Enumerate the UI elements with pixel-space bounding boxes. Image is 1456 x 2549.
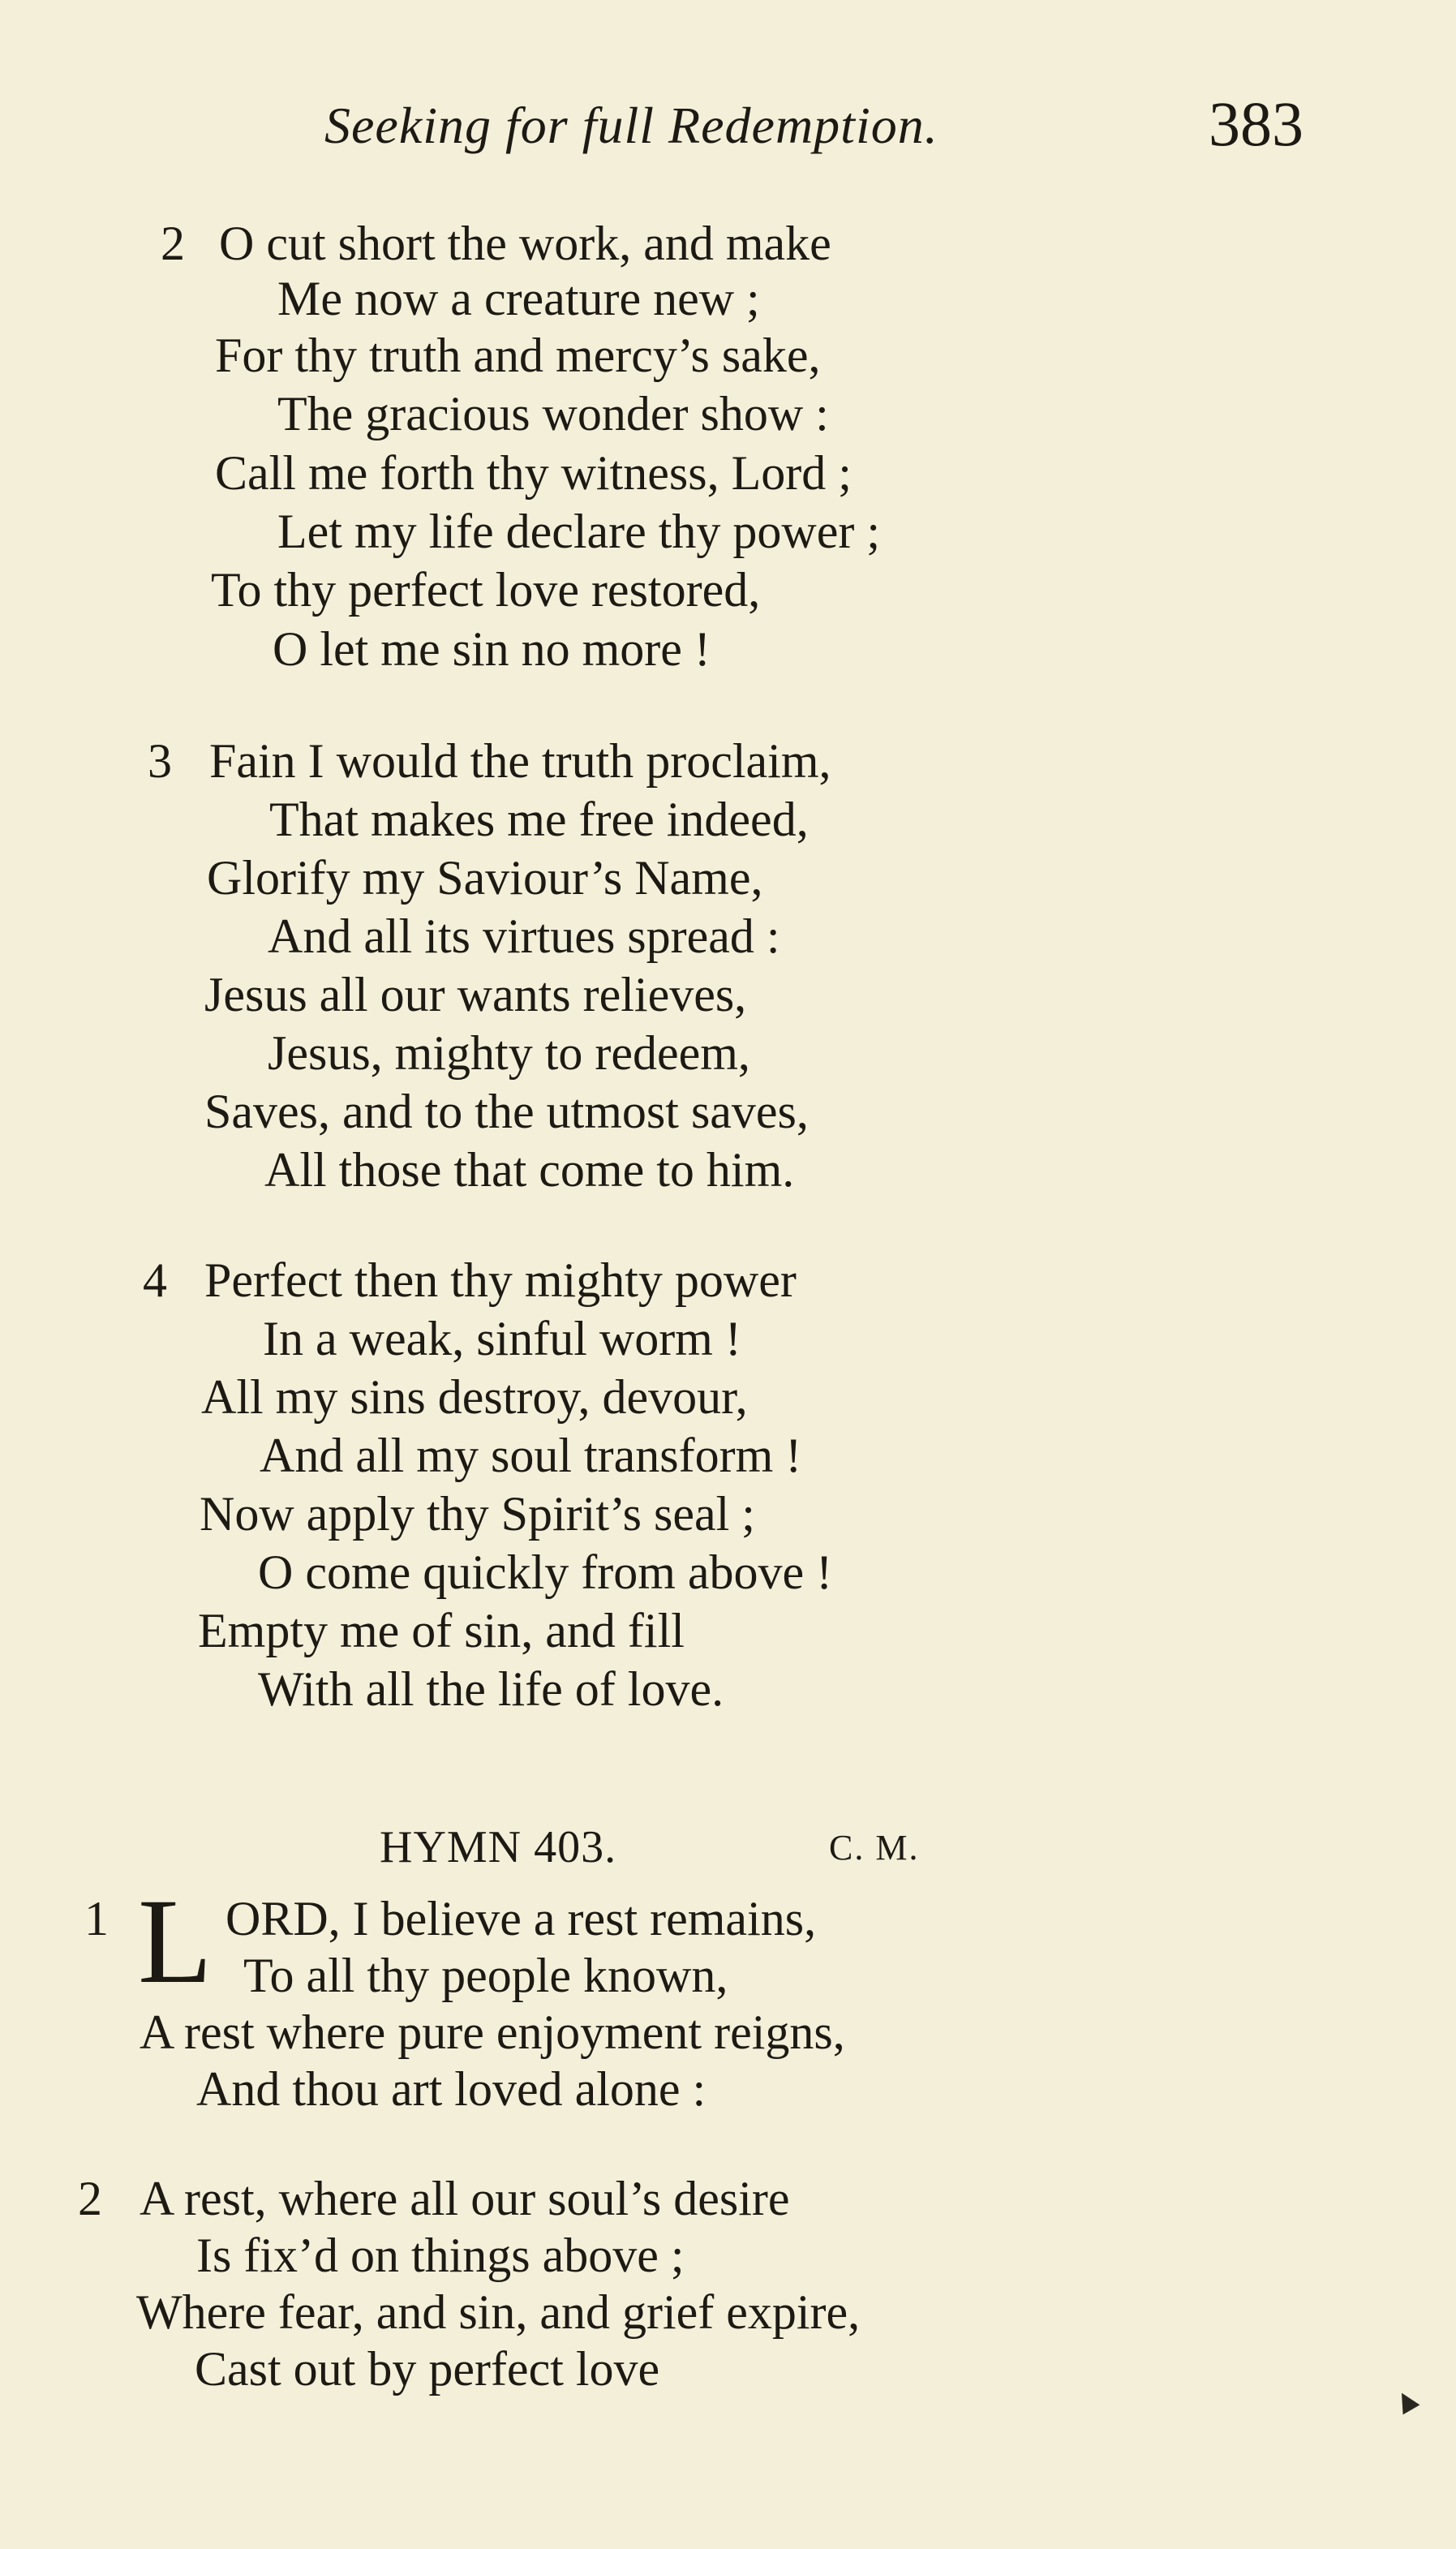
verse-line: Empty me of sin, and fill (198, 1604, 685, 1657)
verse-line: And thou art loved alone : (196, 2062, 707, 2116)
verse-line: Saves, and to the utmost saves, (204, 1085, 809, 1138)
verse-line: Me now a creature new ; (277, 272, 760, 325)
verse-line: Is fix’d on things above ; (196, 2229, 685, 2282)
stanza-number: 1 (84, 1892, 109, 1945)
drop-cap: L (138, 1874, 213, 2009)
verse-line: All those that come to him. (264, 1143, 795, 1197)
catchword-mark-icon (1394, 2388, 1420, 2415)
verse-line: To thy perfect love restored, (211, 563, 761, 617)
verse-line: The gracious wonder show : (277, 387, 829, 441)
hymn-title: HYMN 403. (380, 1822, 617, 1872)
stanza-number: 2 (161, 217, 185, 270)
verse-line: Jesus, mighty to redeem, (268, 1026, 750, 1080)
verse-line: Perfect then thy mighty power (204, 1253, 797, 1307)
verse-line: ORD, I believe a rest remains, (225, 1892, 817, 1945)
verse-line: Cast out by perfect love (195, 2342, 660, 2396)
verse-line: With all the life of love. (258, 1662, 724, 1716)
verse-line: Fain I would the truth proclaim, (209, 734, 831, 788)
verse-line: And all my soul transform ! (260, 1429, 802, 1482)
running-title: Seeking for full Redemption. (324, 97, 938, 154)
verse-line: A rest where pure enjoyment reigns, (140, 2005, 845, 2059)
verse-line: O let me sin no more ! (273, 622, 711, 676)
page-number: 383 (1209, 88, 1304, 159)
stanza-number: 4 (143, 1253, 167, 1307)
verse-line: In a weak, sinful worm ! (263, 1312, 741, 1365)
verse-line: Now apply thy Spirit’s seal ; (200, 1487, 755, 1541)
verse-line: O come quickly from above ! (258, 1545, 833, 1599)
verse-line: Call me forth thy witness, Lord ; (215, 446, 852, 500)
verse-line: And all its virtues spread : (268, 909, 780, 963)
verse-line: A rest, where all our soul’s desire (140, 2172, 790, 2225)
hymn-meter: C. M. (829, 1828, 920, 1868)
stanza-number: 3 (148, 734, 172, 788)
verse-line: That makes me free indeed, (269, 793, 809, 846)
stanza-number: 2 (78, 2172, 102, 2225)
verse-line: To all thy people known, (243, 1949, 728, 2002)
verse-line: Let my life declare thy power ; (277, 505, 881, 558)
verse-line: All my sins destroy, devour, (201, 1370, 748, 1424)
verse-line: Where fear, and sin, and grief expire, (136, 2285, 861, 2339)
verse-line: Glorify my Saviour’s Name, (207, 851, 763, 905)
verse-line: For thy truth and mercy’s sake, (215, 329, 821, 382)
verse-line: Jesus all our wants relieves, (204, 968, 747, 1021)
verse-line: O cut short the work, and make (219, 217, 831, 270)
